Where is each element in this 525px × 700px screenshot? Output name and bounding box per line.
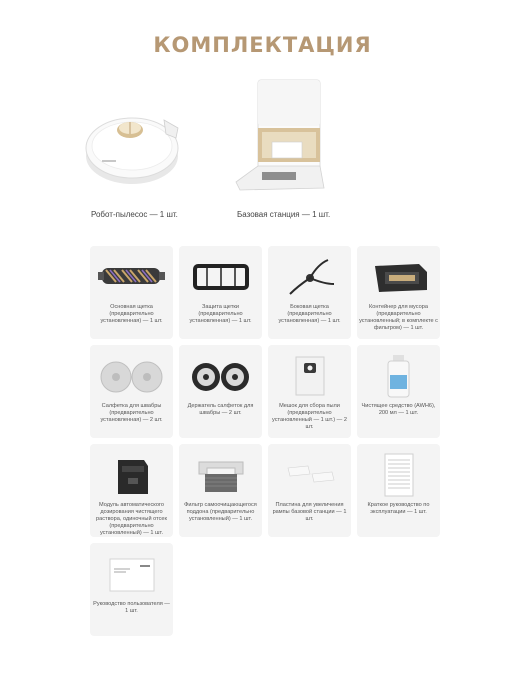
item-card (268, 444, 351, 537)
item-card (90, 246, 173, 339)
item-card (268, 345, 351, 438)
brush-guard-icon (185, 254, 256, 300)
station-caption: Базовая станция — 1 шт. (237, 210, 331, 219)
item-caption: Защита щетки (предварительно установленная) — 1 шт. (189, 304, 252, 324)
tray-filter-icon (185, 452, 256, 498)
item-card (90, 444, 173, 537)
item-caption: Чистящее средство (AWH6), 200 мл — 1 шт. (361, 403, 436, 416)
item-card (357, 444, 440, 537)
item-caption: Салфетка для швабры (предварительно установленная) — 2 шт. (100, 403, 163, 423)
item-card (179, 246, 262, 339)
ramp-extension-icon (274, 452, 345, 498)
robot-caption: Робот-пылесос — 1 шт. (91, 210, 178, 219)
quick-guide-icon (363, 452, 434, 498)
item-card (90, 345, 173, 438)
user-manual-icon (96, 551, 167, 597)
mop-pads-icon (96, 353, 167, 399)
page-title: КОМПЛЕКТАЦИЯ (153, 33, 372, 57)
item-caption: Фильтр самоочищающегося поддона (предварительно установленный) — 1 шт. (184, 502, 257, 522)
item-card (357, 246, 440, 339)
item-card (90, 543, 173, 636)
mop-holders-icon (185, 353, 256, 399)
item-caption: Модуль автоматического дозирования чистящего раствора, одиночный отсек (предварительно установленный) — 1 шт. (96, 502, 167, 536)
accessories-grid (90, 246, 440, 636)
item-caption: Контейнер для мусора (предварительно установленный; в комплекте с фильтром) — 1 шт. (359, 304, 438, 331)
item-card (357, 345, 440, 438)
dust-container-icon (363, 254, 434, 300)
item-card (268, 246, 351, 339)
side-brush-icon (274, 254, 345, 300)
item-card (179, 345, 262, 438)
item-caption: Пластина для увеличения рампы базовой станции — 1 шт. (272, 502, 347, 522)
item-caption: Мешок для сбора пыли (предварительно установленный — 1 шт.) — 2 шт. (272, 403, 347, 430)
item-caption: Боковая щетка (предварительно установленная) — 1 шт. (278, 304, 341, 324)
item-caption: Руководство пользователя — 1 шт. (93, 601, 170, 614)
robot-vacuum-image (80, 90, 190, 200)
dosing-module-icon (96, 452, 167, 498)
item-card (179, 444, 262, 537)
base-station-image (232, 78, 328, 198)
item-caption: Основная щетка (предварительно установленная) — 1 шт. (100, 304, 163, 324)
item-caption: Краткое руководство по эксплуатации — 1 шт. (367, 502, 430, 515)
dust-bag-icon (274, 353, 345, 399)
item-caption: Держатель салфеток для швабры — 2 шт. (187, 403, 254, 416)
main-brush-icon (96, 254, 167, 300)
cleaning-solution-icon (363, 353, 434, 399)
